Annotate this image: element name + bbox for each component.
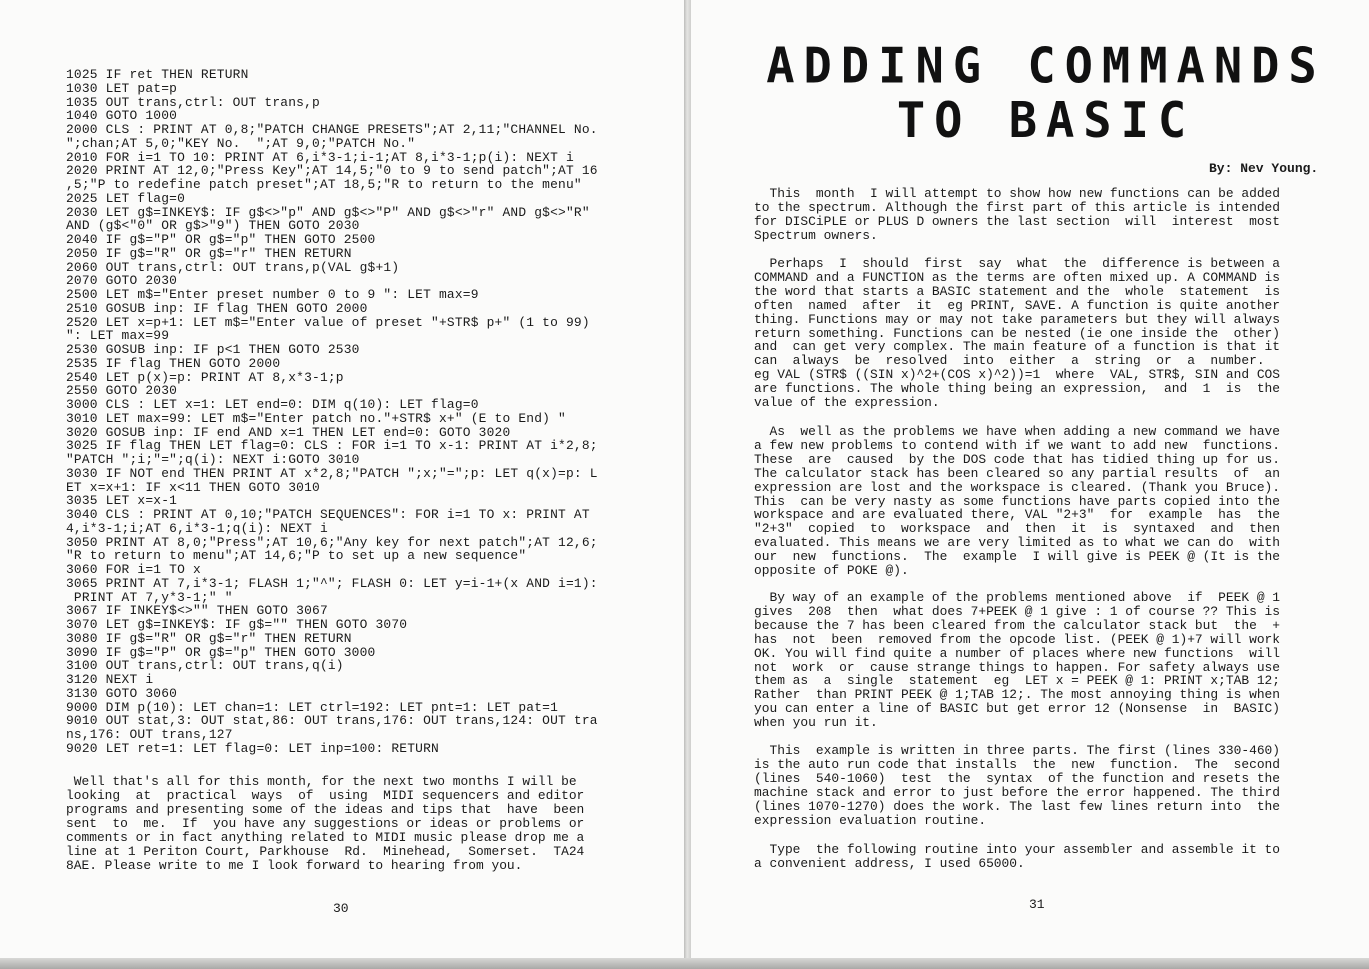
code-line: 3035 LET x=x-1 — [66, 493, 178, 509]
code-line: 2535 IF flag THEN GOTO 2000 — [66, 355, 281, 371]
left-page — [0, 0, 684, 960]
code-line: 2530 GOSUB inp: IF p<1 THEN GOTO 2530 — [66, 342, 360, 357]
code-line: 1030 LET pat=p — [66, 80, 178, 96]
code-line: ";chan;AT 5,0;"KEY No. ";AT 9,0;"PATCH No." — [66, 135, 416, 151]
code-line: 3070 LET g$=INKEY$: IF g$="" THEN GOTO 3070 — [66, 617, 408, 632]
page-bottom-edge — [0, 958, 1369, 969]
code-line: 3025 IF flag THEN LET flag=0: CLS : FOR i=1 TO x-1: PRINT AT i*2,8; — [66, 438, 598, 454]
code-line: 9000 DIM p(10): LET chan=1: LET ctrl=192: LET pnt=1: LET pat=1 — [66, 699, 559, 715]
code-line: 2500 LET m$="Enter preset number 0 to 9 ": LET max=9 — [66, 287, 479, 302]
article-title — [741, 39, 1351, 148]
paragraph-problems: As well as the problems we have when adding a new command we have a few new problems to contend with if we want to add new functions. These are caused by the DOS code that has tidied thing up for us. The calculator stack has been cleared so any partial results of an expression are lost and the workspace is cleared. (Thank you Bruce). This can be very nasty as some functions have parts copied into the workspace and are evaluated there, VAL "2+3" for example has the "2+3" copied to workspace and then it is syntaxed and then evaluated. This means we are very limited as to what we can do with our new functions. The example I will give is PEEK @ (It is the opposite of POKE @). — [754, 424, 1281, 579]
paragraph-command-vs-function: Perhaps I should first say what the difference is between a COMMAND and a FUNCTION as the terms are often mixed up. A COMMAND is the word that starts a BASIC statement and the whole statement is often named after it eg PRINT, SAVE. A function is quite another thing. Functions may or may not take parameters but they will always return something. Functions can be nested (ie one inside the other) and can get very complex. The main feature of a function is that it can always be resolved into either a string or a number. eg VAL (STR$ ((SIN x)^2+(COS x)^2))=1 where VAL, STR$, SIN and COS are functions. The whole thing being an expression, and 1 is the value of the expression. — [754, 256, 1281, 411]
author-byline: By: Nev Young. — [1209, 161, 1319, 176]
code-line: 2030 LET g$=INKEY$: IF g$<>"p" AND g$<>"P" AND g$<>"r" AND g$<>"R" — [66, 204, 590, 220]
code-line: 3020 GOSUB inp: IF end AND x=1 THEN LET end=0: GOTO 3020 — [66, 424, 511, 440]
code-line: 9010 OUT stat,3: OUT stat,86: OUT trans,176: OUT trans,124: OUT tra — [66, 713, 598, 729]
code-line: 1035 OUT trans,ctrl: OUT trans,p — [66, 94, 320, 110]
code-line: ,5;"P to redefine patch preset";AT 18,5;"R to return to the menu" — [66, 177, 582, 192]
code-line: 9020 LET ret=1: LET flag=0: LET inp=100: RETURN — [66, 740, 439, 756]
page-number-right: 31 — [1029, 897, 1045, 912]
code-line: 2050 IF g$="R" OR g$="r" THEN RETURN — [66, 245, 352, 261]
code-line: 4,i*3-1;i;AT 6,i*3-1;q(i): NEXT i — [66, 520, 328, 536]
paragraph-three-parts: This example is written in three parts. The first (lines 330-460) is the auto run code that installs the new function. The second (lines 540-1060) test the syntax of the function and resets the machine stack and error to just before the error happened. The third (lines 1070-1270) does the work. The last few lines return into the expression evaluation routine. — [754, 743, 1281, 828]
code-line: 3067 IF INKEY$<>"" THEN GOTO 3067 — [66, 603, 328, 619]
paragraph-example-problems: By way of an example of the problems mentioned above if PEEK @ 1 gives 208 then what does 7+PEEK @ 1 give : 1 of course ?? This is because the 7 has been cleared from the calculator stack but the + has not been removed from the opcode list. (PEEK @ 1)+7 will work OK. You will find quite a number of places where new functions will not work or cause strange things to happen. For safety always use them as a single statement eg LET x = PEEK @ 1: PRINT x;TAB 12; Rather than PRINT PEEK @ 1;TAB 12;. The most annoying thing is when you can enter a line of BASIC but get error 12 (Nonsense in BASIC) when you run it. — [754, 590, 1281, 731]
code-line: ns,176: OUT trans,127 — [66, 727, 233, 742]
code-line: 3080 IF g$="R" OR g$="r" THEN RETURN — [66, 630, 352, 646]
code-line: 3060 FOR i=1 TO x — [66, 562, 201, 577]
code-line: 3010 LET max=99: LET m$="Enter patch no."+STR$ x+" (E to End) " — [66, 410, 566, 426]
code-line: 3065 PRINT AT 7,i*3-1; FLASH 1;"^"; FLASH 0: LET y=i-1+(x AND i=1): — [66, 575, 598, 591]
code-line: PRINT AT 7,y*3-1;" " — [66, 589, 233, 605]
code-line: ": LET max=99 — [66, 328, 170, 344]
code-line: 3100 OUT trans,ctrl: OUT trans,q(i) — [66, 658, 344, 674]
code-line: 3050 PRINT AT 8,0;"Press";AT 10,6;"Any key for next patch";AT 12,6; — [66, 534, 598, 550]
code-line: 2000 CLS : PRINT AT 0,8;"PATCH CHANGE PRESETS";AT 2,11;"CHANNEL No. — [66, 122, 598, 137]
code-line: 1025 IF ret THEN RETURN — [66, 67, 249, 82]
code-line: 2520 LET x=p+1: LET m$="Enter value of preset "+STR$ p+" (1 to 99) — [66, 314, 590, 330]
right-page — [691, 0, 1369, 960]
code-line: 3000 CLS : LET x=1: LET end=0: DIM q(10): LET flag=0 — [66, 397, 479, 412]
code-line: 2060 OUT trans,ctrl: OUT trans,p(VAL g$+1) — [66, 259, 400, 275]
code-line: 3090 IF g$="P" OR g$="p" THEN GOTO 3000 — [66, 644, 376, 660]
paragraph-intro: This month I will attempt to show how new functions can be added to the spectrum. Although the first part of this article is intended for DISCiPLE or PLUS D owners the last section will interest most Spectrum owners. — [754, 186, 1281, 243]
code-line: 3040 CLS : PRINT AT 0,10;"PATCH SEQUENCES": FOR i=1 TO x: PRINT AT — [66, 507, 590, 522]
code-line: "R to return to menu";AT 14,6;"P to set up a new sequence" — [66, 548, 527, 564]
code-line: 2540 LET p(x)=p: PRINT AT 8,x*3-1;p — [66, 369, 344, 385]
code-line: 2510 GOSUB inp: IF flag THEN GOTO 2000 — [66, 300, 368, 316]
closing-paragraph: Well that's all for this month, for the next two months I will be looking at practical ways of using MIDI sequencers and editor programs and presenting some of the ideas and tips that have been sent to me. If you have any suggestions or ideas or problems or comments or in fact anything related to MIDI music please drop me a line at 1 Periton Court, Parkhouse Rd. Minehead, Somerset. TA24 8AE. Please write to me I look forward to hearing from you. — [66, 774, 585, 873]
code-line: ET x=x+1: IF x<11 THEN GOTO 3010 — [66, 479, 320, 495]
code-line: 2070 GOTO 2030 — [66, 273, 178, 289]
article-title-line-2: TO BASIC — [896, 91, 1196, 150]
code-line: 2020 PRINT AT 12,0;"Press Key";AT 14,5;"0 to 9 to send patch";AT 16 — [66, 163, 598, 179]
book-gutter — [684, 0, 691, 969]
code-line: 2040 IF g$="P" OR g$="p" THEN GOTO 2500 — [66, 232, 376, 247]
basic-code-listing — [66, 68, 636, 756]
code-line: 2025 LET flag=0 — [66, 190, 186, 206]
code-line: 3130 GOTO 3060 — [66, 685, 178, 701]
page-number-left: 30 — [333, 901, 349, 916]
code-line: 3030 IF NOT end THEN PRINT AT x*2,8;"PATCH ";x;"=";p: LET q(x)=p: L — [66, 465, 598, 481]
code-line: 2010 FOR i=1 TO 10: PRINT AT 6,i*3-1;i-1;AT 8,i*3-1;p(i): NEXT i — [66, 149, 574, 165]
code-line: 1040 GOTO 1000 — [66, 108, 178, 124]
code-line: 3120 NEXT i — [66, 672, 154, 687]
article-title-line-1: ADDING COMMANDS — [766, 37, 1326, 96]
code-line: AND (g$<"0" OR g$>"9") THEN GOTO 2030 — [66, 218, 360, 234]
code-line: "PATCH ";i;"=";q(i): NEXT i:GOTO 3010 — [66, 452, 360, 467]
paragraph-type-routine: Type the following routine into your assembler and assemble it to a convenient address, I used 65000. — [754, 842, 1281, 871]
code-line: 2550 GOTO 2030 — [66, 383, 178, 399]
